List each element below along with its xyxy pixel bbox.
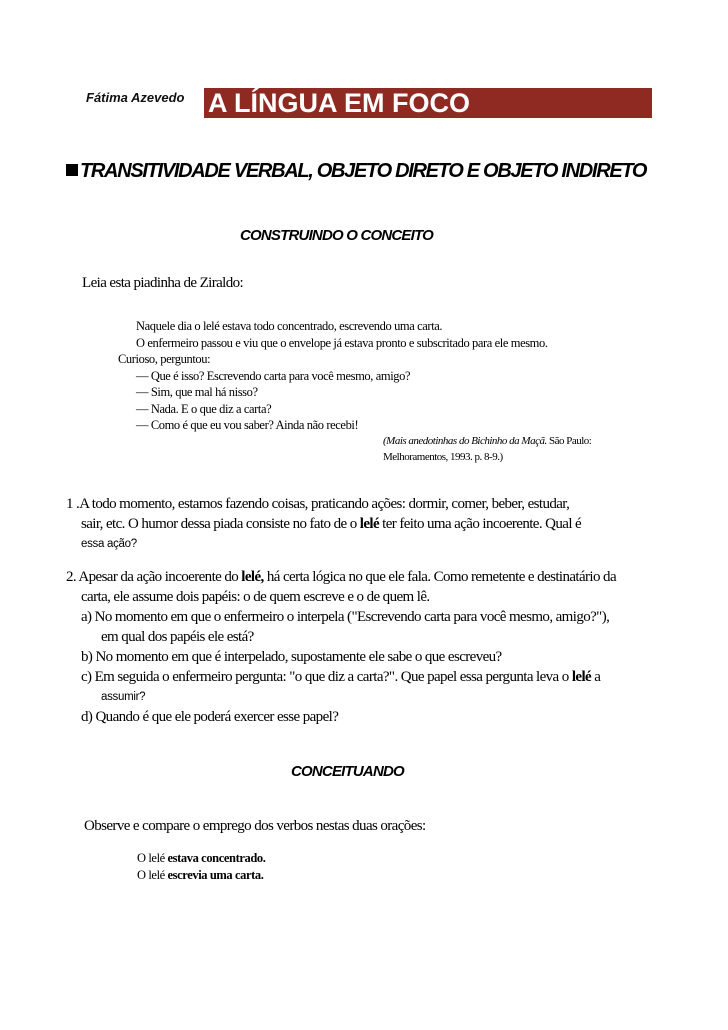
story-line: O enfermeiro passou e viu que o envelope já estava pronto e subscritado para ele mesmo. [136,335,548,350]
story-line: — Sim, que mal há nisso? [136,385,258,399]
example-sentences [137,850,265,883]
q2-item-c: c) Em seguida o enfermeiro pergunta: "o que diz a carta?". Que papel essa pergunta leva o [81,669,572,685]
example-sentence [137,867,265,884]
story-line: — Nada. E o que diz a carta? [136,401,272,416]
observe-text: Observe e compare o emprego dos verbos nestas duas orações: [84,818,426,834]
source-publisher: Melhoramentos, 1993. p. 8-9.) [383,451,503,463]
story-line: — Que é isso? Escrevendo carta para você mesmo, amigo? [136,368,411,383]
example-subject: O lelé [137,851,168,865]
story-line: Curioso, perguntou: [118,352,211,366]
section-heading-construindo: CONSTRUINDO O CONCEITO [240,227,433,244]
q2-text: há certa lógica no que ele fala. Como remetente e destinatário da [263,569,617,585]
q1-bold-term: lelé [359,516,380,532]
story-line: Naquele dia o lelé estava todo concentrado, escrevendo uma carta. [136,319,443,333]
q2-bold-term: lelé [571,669,592,685]
q2-item-c: a [591,669,601,685]
bullet-square-icon [66,164,78,176]
example-sentence [137,850,265,867]
q2-text: 2. Apesar da ação incoerente do [66,569,242,585]
author-name: Fátima Azevedo [74,88,204,118]
book-logo: A LÍNGUA EM FOCO [208,88,470,118]
story-line: — Como é que eu vou saber? Ainda não recebi! [136,418,359,432]
source-citation [383,433,591,465]
example-subject: O lelé [137,867,168,882]
q2-item-a: a) No momento em que o enfermeiro o interpela ("Escrevendo carta para você mesmo, amigo?"), [81,609,610,625]
q2-bold-term: lelé, [241,569,264,585]
page-title [66,158,706,184]
example-predicate: escrevia uma carta. [167,867,264,882]
joke-story [118,318,548,434]
example-predicate: estava concentrado. [167,851,266,865]
q2-line: carta, ele assume dois papéis: o de quem escreve e o de quem lê. [81,589,430,605]
q2-item-c-cont: assumir? [101,691,146,703]
q2-item-b: b) No momento em que é interpelado, supostamente ele sabe o que escreveu? [81,649,502,665]
q1-text: sair, etc. O humor dessa piada consiste no fato de o [81,516,360,532]
page-title-text: TRANSITIVIDADE VERBAL, OBJETO DIRETO E OBJETO INDIRETO [80,160,647,182]
source-city: São Paulo: [546,435,592,447]
q1-line: 1 .A todo momento, estamos fazendo coisas, praticando ações: dormir, comer, beber, estudar, [66,496,570,512]
question-2 [66,567,616,727]
section-heading-conceituando: CONCEITUANDO [291,763,404,780]
question-1 [66,494,581,554]
header-banner [74,88,652,118]
intro-text: Leia esta piadinha de Ziraldo: [82,275,244,291]
q1-line: essa ação? [81,538,137,550]
q2-item-d: d) Quando é que ele poderá exercer esse papel? [81,709,339,725]
q2-item-a-cont: em qual dos papéis ele está? [101,629,254,645]
q1-text: ter feito uma ação incoerente. Qual é [379,516,582,532]
source-book-title: (Mais anedotinhas do Bichinho da Maçã. [383,435,547,447]
